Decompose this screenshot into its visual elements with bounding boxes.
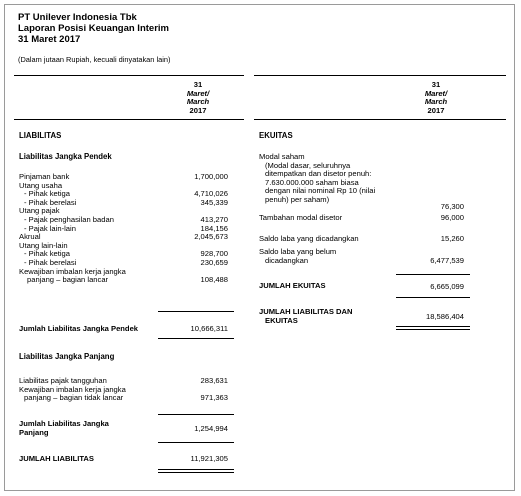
line-label: Kewajiban imbalan kerja jangka (19, 384, 126, 394)
line-label: Utang usaha (19, 180, 63, 190)
left-column-header (168, 81, 228, 115)
noncurrent-liabilities-title: Liabilitas Jangka Panjang (19, 352, 115, 361)
line-label: Utang lain-lain (19, 240, 68, 250)
re-unappropriated-label-line1: Saldo laba yang belum (259, 247, 337, 256)
report-title: Laporan Posisi Keuangan Interim (18, 23, 169, 34)
noncurrent-total-value: 1,254,994 (194, 424, 228, 433)
line-value: 928,700 (200, 249, 228, 259)
subtotal-rule (158, 311, 234, 312)
header-rule-right (254, 119, 506, 120)
line-label: - Pajak lain-lain (24, 223, 76, 233)
line-value: 2,045,673 (194, 232, 228, 242)
double-rule (396, 326, 470, 327)
share-capital-desc: 7.630.000.000 saham biasa (265, 177, 359, 187)
share-capital-value: 76,300 (440, 202, 464, 211)
line-label: Utang pajak (19, 206, 60, 216)
current-total-value: 10,666,311 (190, 324, 228, 333)
double-rule (158, 469, 234, 470)
col-month-id: Maret/ (424, 88, 448, 98)
line-label: Pinjaman bank (19, 172, 70, 181)
apic-label: Tambahan modal disetor (259, 213, 343, 222)
noncurrent-total-label-line2: Panjang (19, 427, 49, 437)
col-day: 31 (431, 80, 441, 89)
share-capital-desc: dengan nilai nominal Rp 10 (nilai (265, 186, 376, 196)
line-label: Kewajiban imbalan kerja jangka (19, 266, 126, 276)
company-name: PT Unilever Indonesia Tbk (18, 12, 137, 23)
col-year: 2017 (427, 105, 445, 115)
line-label: - Pihak berelasi (24, 257, 77, 267)
share-capital-desc: (Modal dasar, seluruhnya (265, 160, 351, 170)
noncurrent-values (150, 377, 228, 403)
re-unappropriated-label-line2: dicadangkan (265, 255, 309, 265)
right-column-header (406, 81, 466, 115)
col-month-id: Maret/ (186, 88, 210, 98)
equity-total-label: JUMLAH EKUITAS (259, 281, 326, 290)
line-value: 345,339 (200, 197, 228, 207)
line-label: - Pihak ketiga (24, 249, 71, 259)
subtotal-rule (396, 297, 470, 298)
re-unappropriated-label (259, 248, 336, 265)
line-value: 971,363 (200, 393, 228, 403)
share-capital-block (259, 153, 375, 205)
share-capital-title: Modal saham (259, 152, 305, 161)
report-date: 31 Maret 2017 (18, 34, 81, 45)
units-note: (Dalam jutaan Rupiah, kecuali dinyatakan lain) (18, 55, 171, 64)
apic-value: 96,000 (440, 213, 464, 222)
le-total-label (259, 308, 353, 325)
noncurrent-total-label (19, 420, 109, 437)
line-value: 108,488 (200, 275, 228, 285)
subtotal-rule (158, 442, 234, 443)
col-month-en: March (424, 97, 448, 107)
double-rule (158, 472, 234, 473)
le-total-value: 18,586,404 (425, 312, 464, 321)
grand-total-value: 11,921,305 (190, 454, 228, 463)
line-value: 413,270 (200, 214, 228, 224)
line-value: 184,156 (200, 223, 228, 233)
header-rule-left (14, 119, 244, 120)
re-appropriated-value: 15,260 (440, 234, 464, 243)
subtotal-rule (158, 338, 234, 339)
line-value: 283,631 (200, 376, 228, 385)
noncurrent-total-label-line1: Jumlah Liabilitas Jangka (19, 419, 109, 428)
subtotal-rule (396, 274, 470, 275)
share-capital-desc: ditempatkan dan disetor penuh: (265, 169, 372, 179)
line-label: panjang – bagian lancar (27, 275, 109, 285)
re-appropriated-label: Saldo laba yang dicadangkan (259, 234, 359, 243)
subtotal-rule (158, 414, 234, 415)
line-label: - Pihak ketiga (24, 189, 71, 199)
grand-total-label: JUMLAH LIABILITAS (19, 454, 94, 463)
equity-title: EKUITAS (259, 131, 293, 140)
line-value: 4,710,026 (194, 189, 228, 199)
noncurrent-labels (19, 377, 126, 403)
current-total-label: Jumlah Liabilitas Jangka Pendek (19, 324, 139, 333)
liabilities-title: LIABILITAS (19, 131, 62, 140)
line-label: - Pihak berelasi (24, 197, 77, 207)
equity-total-value: 6,665,099 (430, 282, 464, 291)
current-liabilities-title: Liabilitas Jangka Pendek (19, 152, 112, 161)
col-month-en: March (186, 97, 210, 107)
le-total-label-line1: JUMLAH LIABILITAS DAN (259, 307, 353, 316)
le-total-label-line2: EKUITAS (265, 315, 298, 325)
line-value: 1,700,000 (194, 172, 228, 181)
col-year: 2017 (189, 105, 207, 115)
top-rule-left (14, 75, 244, 76)
line-value: 230,659 (200, 257, 228, 267)
double-rule (396, 329, 470, 330)
line-label: Akrual (19, 232, 41, 242)
col-day: 31 (193, 80, 203, 89)
line-label: panjang – bagian tidak lancar (24, 393, 124, 403)
current-liabilities-values (150, 173, 228, 285)
line-label: - Pajak penghasilan badan (24, 214, 114, 224)
share-capital-desc: penuh) per saham) (265, 194, 330, 204)
top-rule-right (254, 75, 506, 76)
re-unappropriated-value: 6,477,539 (430, 256, 464, 265)
current-liabilities-labels (19, 173, 126, 285)
line-label: Liabilitas pajak tangguhan (19, 376, 107, 385)
